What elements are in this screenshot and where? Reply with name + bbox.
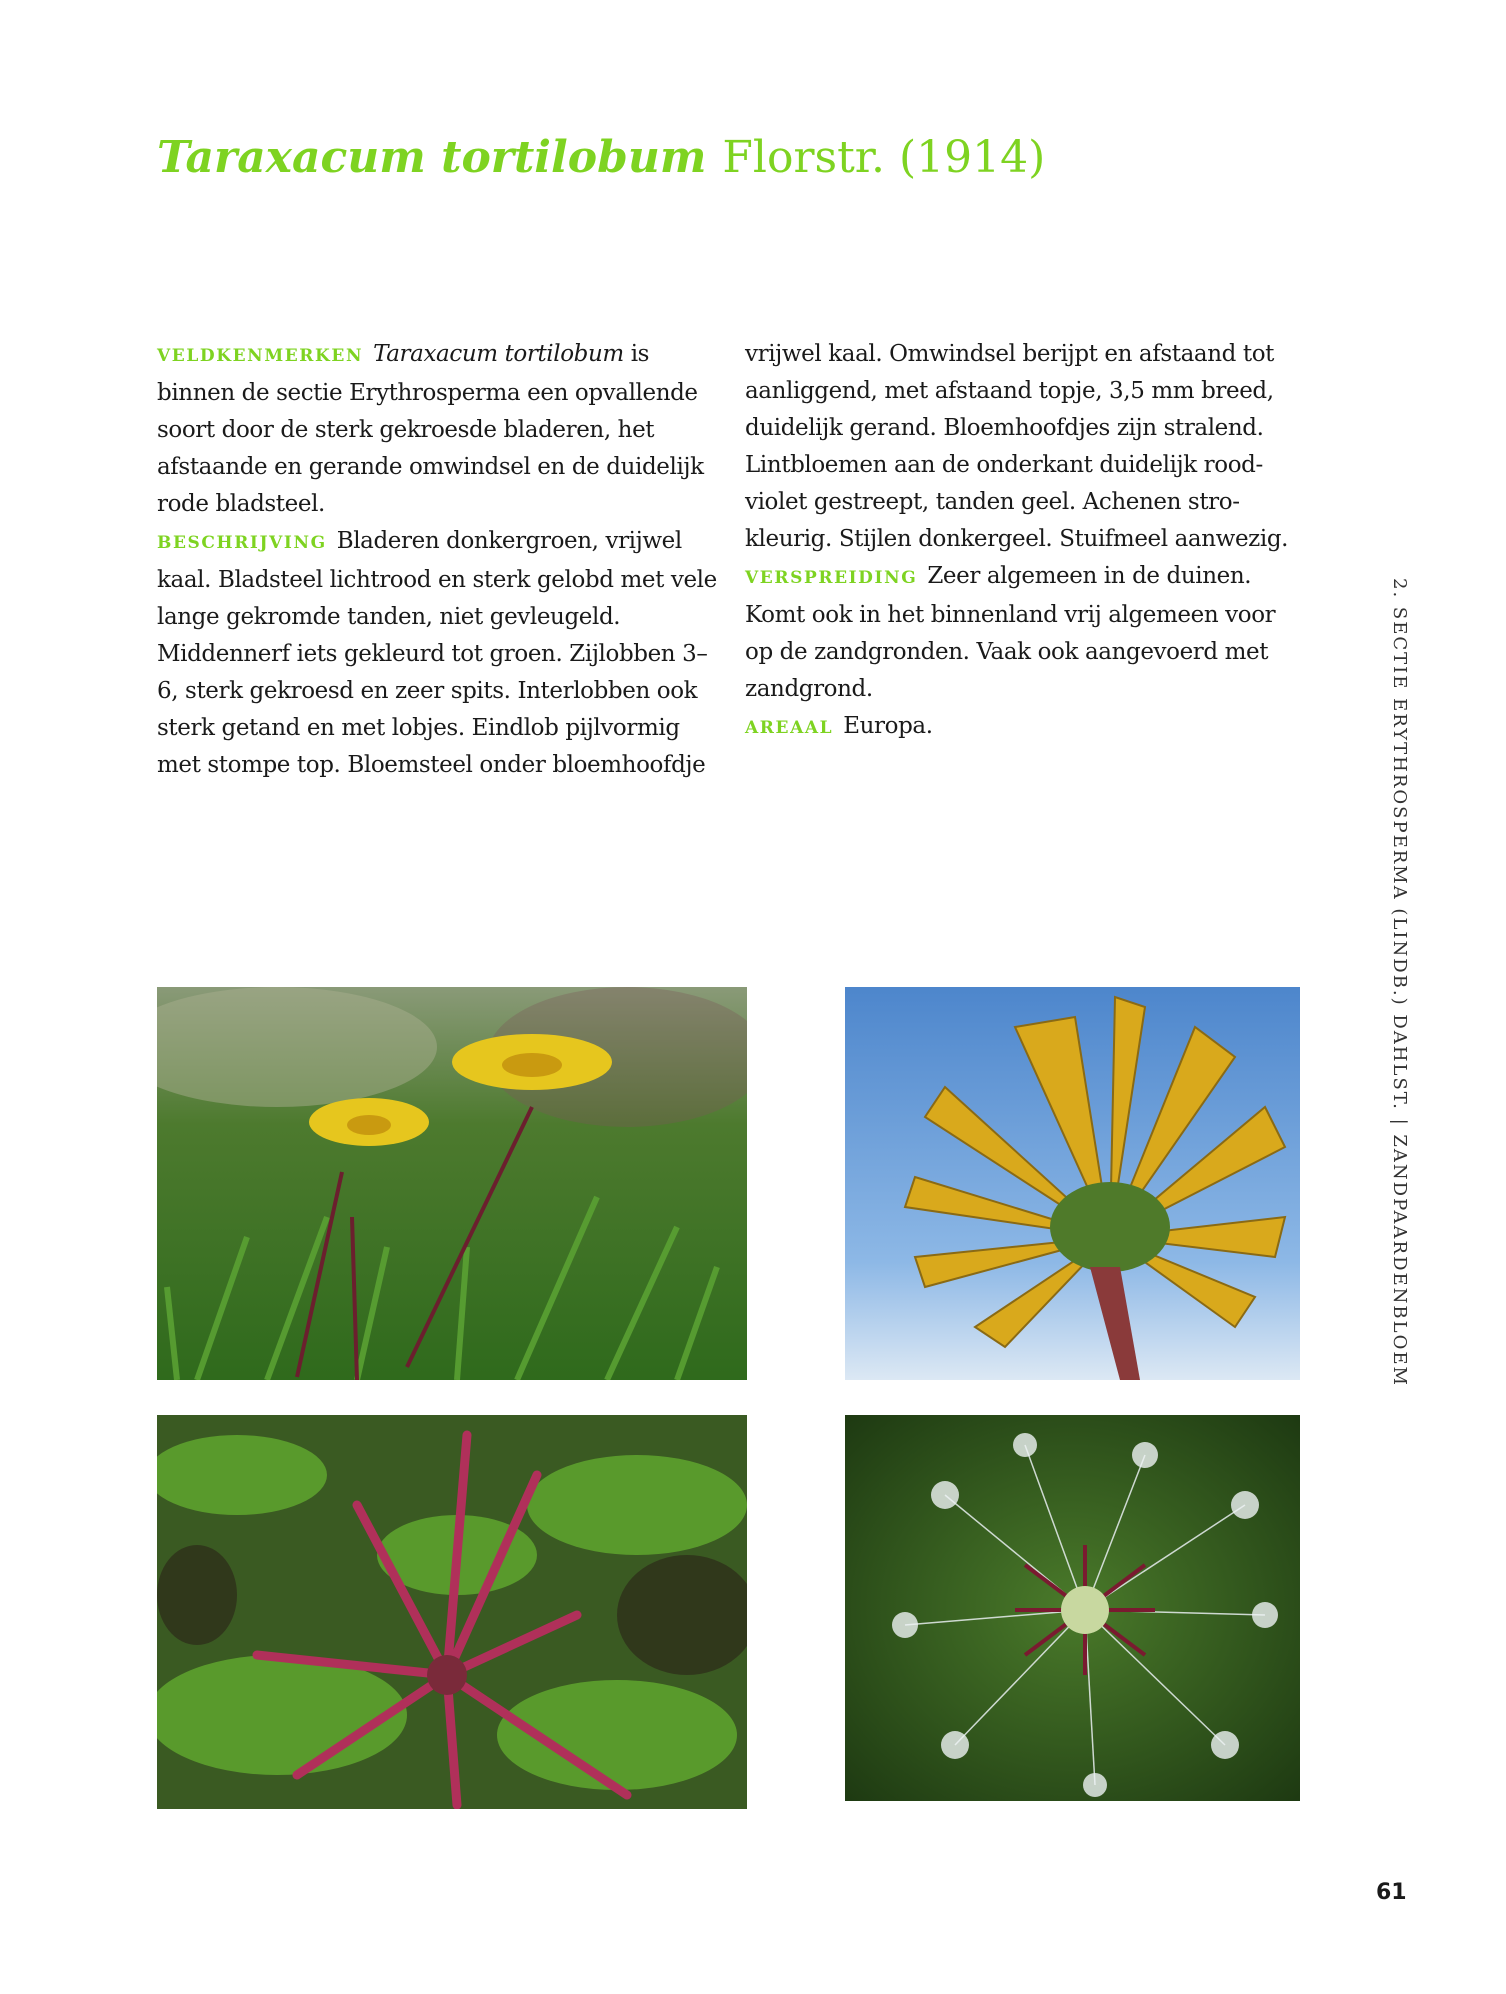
page-number: 61	[1376, 1880, 1407, 1905]
areaal-paragraph	[745, 708, 1307, 747]
page-title	[157, 132, 1045, 183]
photo-seed-head	[845, 1415, 1300, 1801]
verspreiding-label: VERSPREIDING	[745, 568, 918, 588]
beschrijving-text: Bladeren donkergroen, vrijwel kaal. Bladsteel lichtrood en sterk gelobd met vele lange gekromde tanden, niet gevleugeld. Middennerf iets gekleurd tot groen. Zijlobben 3–6, sterk gekroesd en zeer spits. Interlobben ook sterk getand en met lobjes. Eindlob pijlvormig met stompe top. Bloemsteel onder bloemhoofdje	[157, 528, 717, 778]
photo-flowers-in-grass-image	[157, 987, 747, 1380]
areaal-label: AREAAL	[745, 718, 834, 738]
species-author: Florstr. (1914)	[722, 132, 1046, 183]
veldkenmerken-label: VELDKENMERKEN	[157, 346, 364, 366]
text-column-left	[157, 336, 719, 784]
chapter-sidebar	[1380, 578, 1420, 1387]
beschrijving-paragraph	[157, 523, 719, 784]
photo-flower-underside-image	[845, 987, 1300, 1380]
verspreiding-paragraph	[745, 558, 1307, 708]
chapter-sidebar-text: 2. SECTIE ERYTHROSPERMA (LINDB.) DAHLST. | ZANDPAARDENBLOEM	[1389, 578, 1410, 1387]
veldkenmerken-paragraph	[157, 336, 719, 523]
species-name: Taraxacum tortilobum	[157, 132, 707, 183]
beschrijving-continued-paragraph	[745, 336, 1307, 558]
photo-seed-head-image	[845, 1415, 1300, 1801]
areaal-text: Europa.	[843, 713, 933, 739]
veldkenmerken-species: Taraxacum tortilobum	[373, 341, 624, 367]
photo-flower-underside	[845, 987, 1300, 1380]
beschrijving-continued-text: vrijwel kaal. Omwindsel berijpt en afstaand tot aanliggend, met afstaand topje, 3,5 mm breed, duidelijk gerand. Bloemhoofdjes zijn stralend. Lintbloemen aan de onderkant duidelijk rood-violet gestreept, tanden geel. Achenen stro-kleurig. Stijlen donkergeel. Stuifmeel aanwezig.	[745, 341, 1289, 552]
photo-leaf-rosette-image	[157, 1415, 747, 1809]
photo-flowers-in-grass	[157, 987, 747, 1380]
text-column-right	[745, 336, 1307, 747]
beschrijving-label: BESCHRIJVING	[157, 533, 327, 553]
veldkenmerken-text: is binnen de sectie Erythrosperma een opvallende soort door de sterk gekroesde bladeren, het afstaande en gerande omwindsel en de duidelijk rode bladsteel.	[157, 341, 704, 517]
photo-leaf-rosette	[157, 1415, 747, 1809]
verspreiding-text: Zeer algemeen in de duinen. Komt ook in het binnenland vrij algemeen voor op de zandgronden. Vaak ook aangevoerd met zandgrond.	[745, 563, 1276, 702]
